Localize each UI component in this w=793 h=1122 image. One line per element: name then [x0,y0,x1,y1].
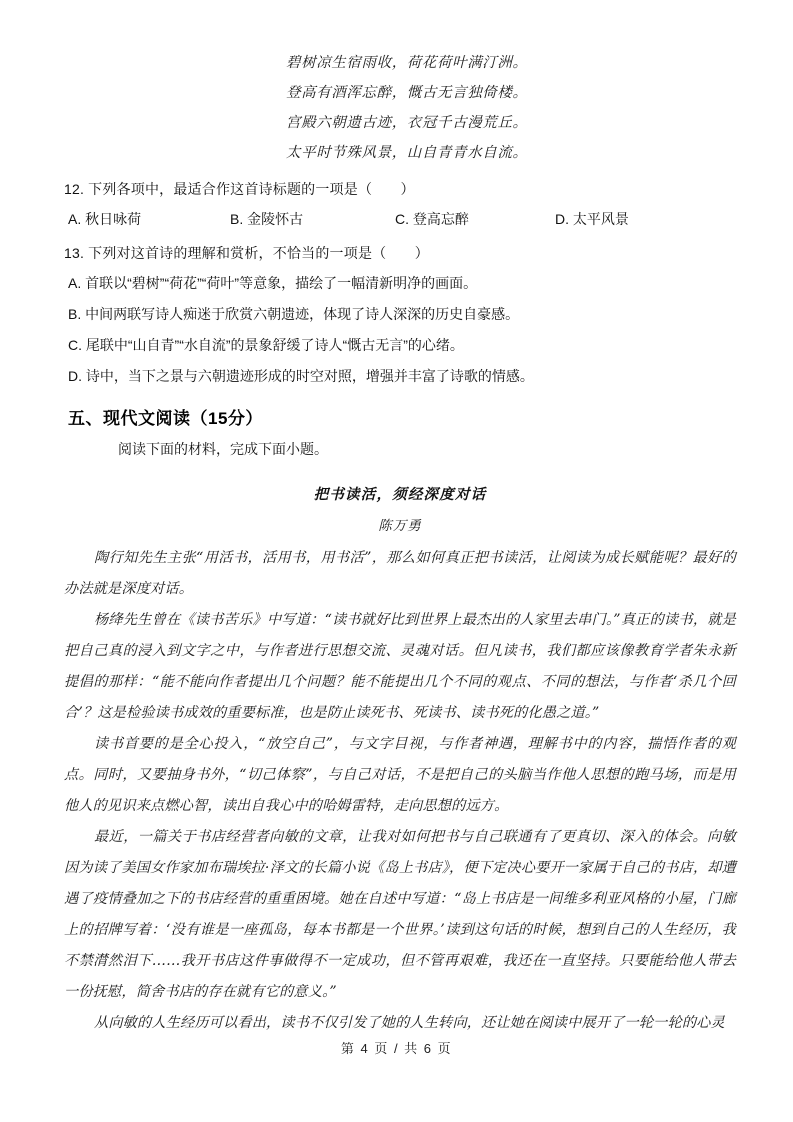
question-13-stem: 13. 下列对这首诗的理解和赏析，不恰当的一项是（ ） [64,245,429,261]
poem-line-2: 登高有酒浑忘醉，慨古无言独倚楼。 [286,85,528,101]
question-13-option-c[interactable]: C. 尾联中“山自青”“水自流”的景象舒缓了诗人“慨古无言”的心绪。 [68,337,464,353]
article-paragraph-3: 读书首要的是全心投入，“放空自己”，与文字目视，与作者神遇，理解书中的内容，揣悟作者的观点。同时，又要抽身书外，“切己体察”，与自己对话，不是把自己的头脑当作他人思想的跑马场，而是用他人的见识来点燃心智，读出自我心中的哈姆雷特，走向思想的远方。 [64,736,736,814]
question-13-option-d[interactable]: D. 诗中，当下之景与六朝遗迹形成的时空对照，增强并丰富了诗歌的情感。 [68,368,534,384]
article-paragraph-1: 陶行知先生主张“用活书，活用书，用书活”，那么如何真正把书读活，让阅读为成长赋能呢？最好的办法就是深度对话。 [64,550,736,597]
poem-line-3: 宫殿六朝遗古迹，衣冠千古漫荒丘。 [286,115,528,131]
poem-line-4: 太平时节殊风景，山自青青水自流。 [286,145,528,161]
question-12-option-d[interactable]: D. 太平风景 [555,211,629,227]
poem-block [64,48,736,168]
article-author: 陈万勇 [378,518,422,534]
article-paragraph-2: 杨绛先生曾在《读书苦乐》中写道：“读书就好比到世界上最杰出的人家里去串门。”真正的读书，就是把自己真的浸入到文字之中，与作者进行思想交流、灵魂对话。但凡读书，我们都应该像教育学者朱永新提倡的那样：“能不能向作者提出几个问题？能不能提出几个不同的观点、不同的想法，与作者‘杀几个回合’？这是检验读书成效的重要标准，也是防止读死书、死读书、读书死的化愚之道。” [64,612,736,721]
article-paragraph-5: 从向敏的人生经历可以看出，读书不仅引发了她的人生转向，还让她在阅读中展开了一轮一轮的心灵 [94,1015,725,1031]
section-lead-in: 阅读下面的材料，完成下面小题。 [118,441,328,457]
section-heading: 五、现代文阅读（15分） [68,409,263,428]
question-13-option-a[interactable]: A. 首联以“碧树”“荷花”“荷叶”等意象，描绘了一幅清新明净的画面。 [68,275,478,291]
question-12-option-b[interactable]: B. 金陵怀古 [230,211,304,227]
question-12-options [64,204,736,234]
article-title: 把书读活，须经深度对话 [313,486,487,503]
question-13-option-b[interactable]: B. 中间两联写诗人痴迷于欣赏六朝遗迹，体现了诗人深深的历史自豪感。 [68,306,520,322]
poem-line-1: 碧树凉生宿雨收，荷花荷叶满汀洲。 [286,55,528,71]
question-12-stem: 12. 下列各项中，最适合作这首诗标题的一项是（ ） [64,181,415,197]
article-paragraph-4: 最近，一篇关于书店经营者向敏的文章，让我对如何把书与自己联通有了更真切、深入的体会。向敏因为读了美国女作家加布瑞埃拉·泽文的长篇小说《岛上书店》，便下定决心要开一家属于自己的书店，却遭遇了疫情叠加之下的书店经营的重重困境。她在自述中写道：“岛上书店是一间维多利亚风格的小屋，门廊上的招牌写着：‘没有谁是一座孤岛，每本书都是一个世界。’读到这句话的时候，想到自己的人生经历，我不禁潸然泪下……我开书店这件事做得不一定成功，但不管再艰难，我还在一直坚持。只要能给他人带去一份抚慰，简舍书店的存在就有它的意义。” [64,829,736,1000]
question-12-option-c[interactable]: C. 登高忘醉 [395,211,469,227]
question-12-option-a[interactable]: A. 秋日咏荷 [68,211,142,227]
page-content [64,48,736,1039]
page-footer: 第 4 页 / 共 6 页 [340,1041,453,1056]
